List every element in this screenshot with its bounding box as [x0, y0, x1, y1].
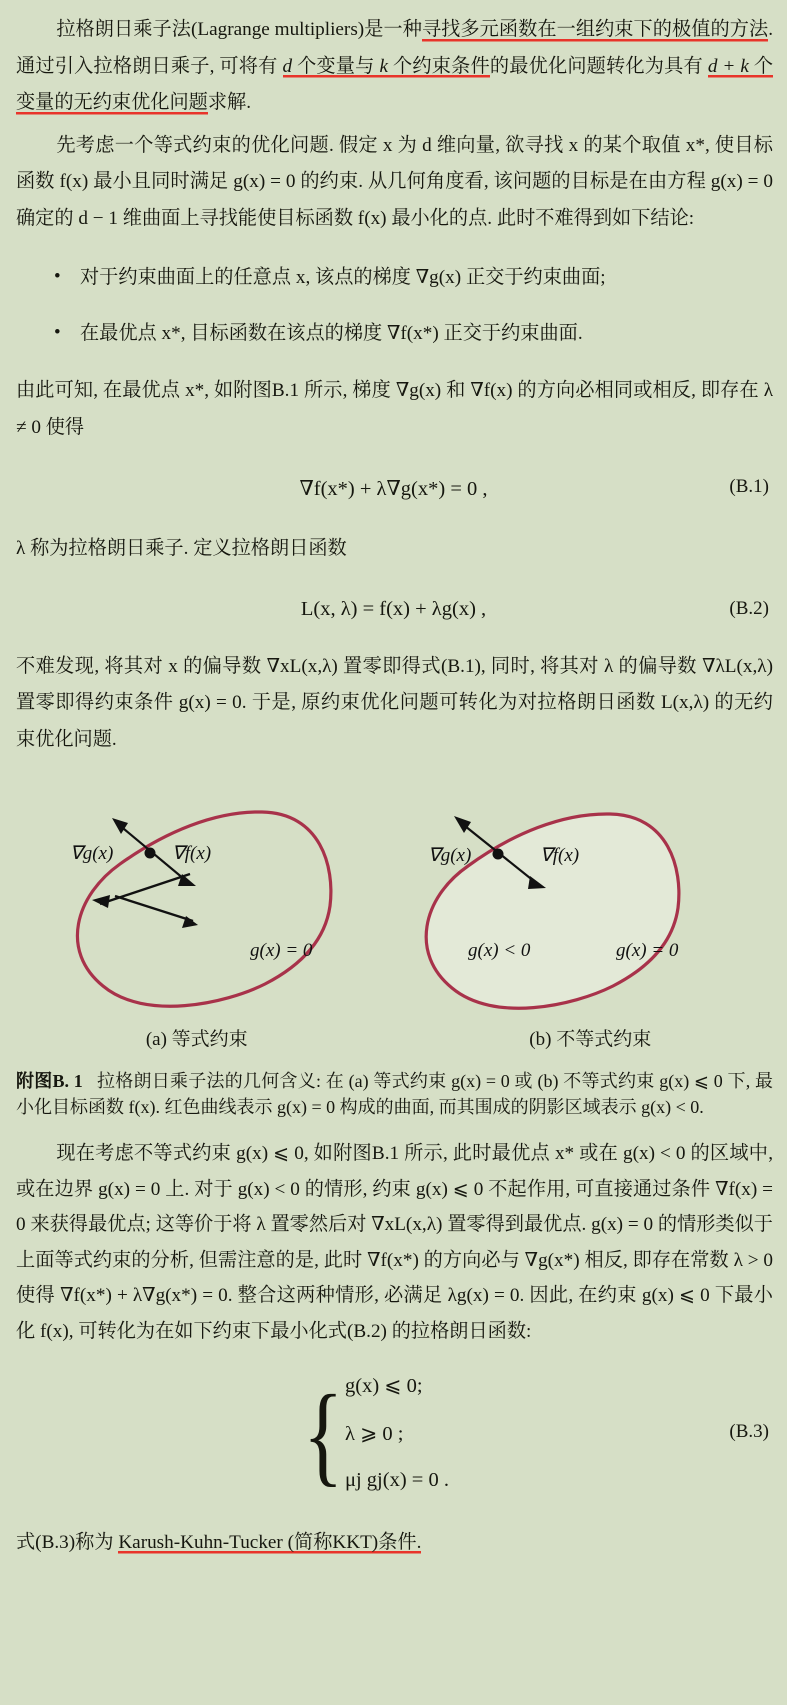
normal-arrowhead-up-b — [454, 816, 471, 833]
p1-seg2d: 个约束条件 — [388, 55, 490, 77]
p1-seg3: 的最优化问题转化为具有 — [489, 55, 708, 77]
equation-b3-line-1: g(x) ⩽ 0; — [345, 1374, 423, 1397]
paragraph-2: 先考虑一个等式约束的优化问题. 假定 x 为 d 维向量, 欲寻找 x 的某个取值 x*, 使目标函数 f(x) 最小且同时满足 g(x) = 0 的约束. 从几何角度看, 该问题的目标是在由方程 g(x) = 0 确定的 d − 1 维曲面上寻找能使目标函数 f(x) 最小化的点. 此时不难得到如下结论: — [16, 134, 773, 229]
figure-b1 — [0, 776, 787, 1028]
left-brace: { — [303, 1372, 344, 1497]
p7-prefix: 式(B.3)称为 — [16, 1531, 119, 1553]
constraint-curve-b — [426, 814, 679, 1008]
figure-caption — [0, 1069, 787, 1120]
p1-var-d: d — [282, 55, 293, 77]
figure-svg — [0, 776, 787, 1028]
figure-panel-a — [70, 812, 331, 1006]
equation-b2-number: (B.2) — [729, 597, 769, 619]
figure-caption-text: 拉格朗日乘子法的几何含义: 在 (a) 等式约束 g(x) = 0 或 (b) 不等式约束 g(x) ⩽ 0 下, 最小化目标函数 f(x). 红色曲线表示 g(x) = 0 构成的曲面, 而其围成的阴影区域表示 g(x) < 0. — [16, 1071, 773, 1117]
grad-f-label-a: ∇f(x) — [172, 843, 212, 864]
equation-b3-number: (B.3) — [729, 1420, 769, 1442]
grad-g-label-b: ∇g(x) — [428, 845, 472, 866]
equation-b3-line-3: μj gj(x) = 0 . — [345, 1468, 449, 1491]
p7-underline-kkt: Karush-Kuhn-Tucker (简称KKT)条件. — [118, 1531, 422, 1553]
constraint-curve-a — [77, 812, 330, 1006]
paragraph-3: 由此可知, 在最优点 x*, 如附图B.1 所示, 梯度 ∇g(x) 和 ∇f(x) 的方向必相同或相反, 即存在 λ ≠ 0 使得 — [16, 380, 773, 438]
p1-seg5: 求解. — [207, 92, 252, 113]
p1-seg4: 个变量的无约束优化问题 — [16, 55, 774, 113]
equation-b1 — [0, 476, 787, 501]
list-item: • 对于约束曲面上的任意点 x, 该点的梯度 ∇g(x) 正交于约束曲面; — [54, 261, 767, 295]
bullet-list — [0, 261, 787, 351]
grad-f-label-b: ∇f(x) — [540, 845, 580, 866]
equation-b1-body: ∇f(x*) + λ∇g(x*) = 0 , — [299, 478, 488, 500]
gradient-g-arrowhead-a — [92, 895, 110, 908]
equation-b1-number: (B.1) — [729, 476, 769, 497]
paragraph-5: 不难发现, 将其对 x 的偏导数 ∇xL(x,λ) 置零即得式(B.1), 同时, 将其对 λ 的偏导数 ∇λL(x,λ) 置零即得约束条件 g(x) = 0. 于是, 原约束优化问题可转化为对拉格朗日函数 L(x,λ) 的无约束优化问题. — [16, 655, 773, 750]
p1-underline-2 — [283, 56, 490, 79]
equation-b3-line-2: λ ⩾ 0 ; — [345, 1422, 404, 1445]
equation-b3 — [0, 1364, 787, 1514]
figure-panel-b — [426, 814, 679, 1008]
subcaption-a: (a) 等式约束 — [145, 1029, 248, 1050]
boundary-label-a: g(x) = 0 — [250, 940, 313, 961]
p1-underline-1: 寻找多元函数在一组约束下的极值的方法 — [421, 19, 769, 40]
p1-expr-dk: d + k — [707, 55, 749, 77]
p1-var-k: k — [379, 55, 389, 77]
paragraph-1 — [0, 12, 787, 122]
gradient-f-arrow-a — [115, 896, 193, 921]
figure-caption-label: 附图B. 1 — [16, 1071, 83, 1091]
grad-g-label-a: ∇g(x) — [70, 843, 114, 864]
paragraph-4: λ 称为拉格朗日乘子. 定义拉格朗日函数 — [16, 538, 347, 559]
equation-b2 — [0, 598, 787, 621]
gradient-g-arrow-a — [100, 874, 190, 904]
figure-subcaptions — [0, 1024, 787, 1051]
p1-seg1: 拉格朗日乘子法(Lagrange multipliers)是一种 — [56, 19, 422, 40]
subcaption-b: (b) 不等式约束 — [529, 1029, 652, 1050]
paragraph-6: 现在考虑不等式约束 g(x) ⩽ 0, 如附图B.1 所示, 此时最优点 x* 或在 g(x) < 0 的区域中, 或在边界 g(x) = 0 上. 对于 g(x) < 0 的情形, 约束 g(x) ⩽ 0 不起作用, 可直接通过条件 ∇f(x) = 0 来获得最优点; 这等价于将 λ 置零然后对 ∇xL(x,λ) 置零得到最优点. g(x) = 0 的情形类似于上面等式约束的分析, 但需注意的是, 此时 ∇f(x*) 的方向必与 ∇g(x*) 相反, 即存在常数 λ > 0 使得 ∇f(x*) + λ∇g(x*) = 0. 整合这两种情形, 必满足 λg(x) = 0. 因此, 在约束 g(x) ⩽ 0 下最小化 f(x), 可转化为在如下约束下最小化式(B.2) 的拉格朗日函数: — [16, 1143, 773, 1342]
equation-b2-body: L(x, λ) = f(x) + λg(x) , — [300, 597, 487, 620]
boundary-label-b: g(x) = 0 — [616, 940, 679, 961]
paragraph-7 — [0, 1526, 787, 1560]
p1-seg2: . 通过引入拉格朗日乘子, 可将有 — [16, 19, 773, 77]
list-item: • 在最优点 x*, 目标函数在该点的梯度 ∇f(x*) 正交于约束曲面. — [54, 317, 767, 351]
interior-label-b: g(x) < 0 — [468, 940, 531, 961]
p1-seg2b: 个变量与 — [292, 55, 380, 77]
